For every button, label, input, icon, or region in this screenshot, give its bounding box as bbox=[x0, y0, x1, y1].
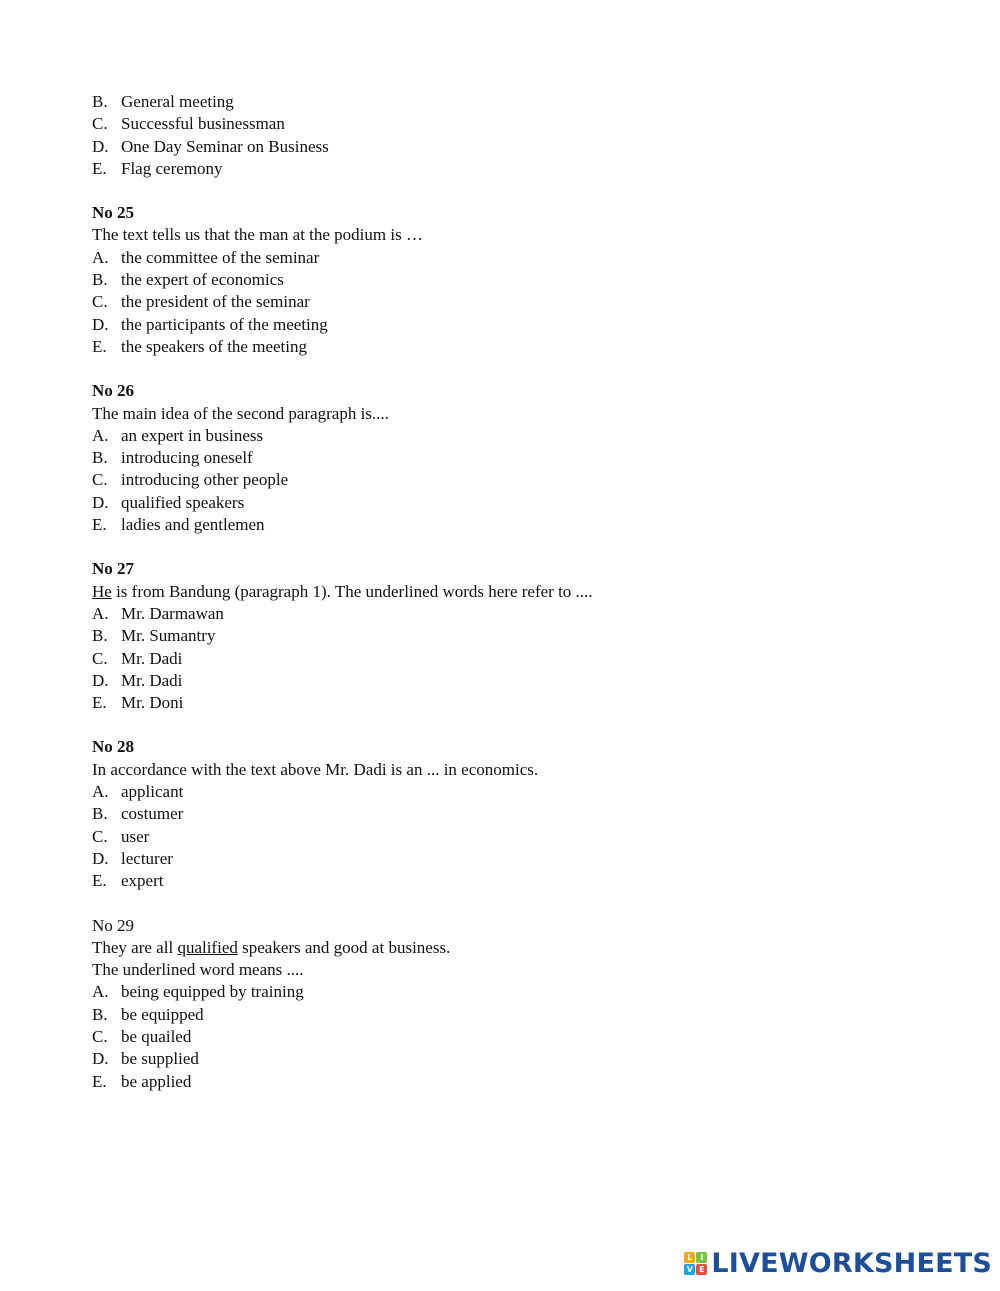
option-letter: D. bbox=[92, 492, 109, 512]
option-text: costumer bbox=[121, 804, 184, 824]
option-text: be equipped bbox=[121, 1004, 204, 1024]
liveworksheets-logo-icon bbox=[684, 1252, 707, 1275]
liveworksheets-branding bbox=[684, 1243, 992, 1283]
option-text: One Day Seminar on Business bbox=[121, 136, 329, 156]
option-letter: E. bbox=[92, 158, 107, 178]
option-item[interactable] bbox=[92, 158, 912, 180]
option-item[interactable] bbox=[92, 447, 912, 469]
question-title: No 25 bbox=[92, 203, 135, 223]
option-letter: D. bbox=[92, 848, 109, 868]
option-letter: A. bbox=[92, 603, 109, 623]
option-item[interactable] bbox=[92, 314, 912, 336]
option-item[interactable] bbox=[92, 781, 912, 803]
option-letter: E. bbox=[92, 515, 107, 535]
option-item[interactable] bbox=[92, 870, 912, 892]
option-item[interactable] bbox=[92, 1071, 912, 1093]
option-letter: C. bbox=[92, 648, 108, 668]
option-text: General meeting bbox=[121, 92, 234, 111]
question-prompt: The text tells us that the man at the podium is … bbox=[92, 225, 423, 245]
option-letter: B. bbox=[92, 1004, 108, 1024]
option-text: the expert of economics bbox=[121, 270, 284, 290]
option-letter: A. bbox=[92, 425, 109, 445]
question-title: No 27 bbox=[92, 559, 135, 579]
question-25 bbox=[92, 202, 912, 358]
option-text: applicant bbox=[121, 782, 184, 802]
option-letter: E. bbox=[92, 871, 107, 891]
option-text: be supplied bbox=[121, 1049, 199, 1069]
option-text: Successful businessman bbox=[121, 114, 285, 134]
option-item[interactable] bbox=[92, 1026, 912, 1048]
option-letter: A. bbox=[92, 247, 109, 267]
option-letter: D. bbox=[92, 136, 109, 156]
question-27 bbox=[92, 558, 912, 714]
option-letter: D. bbox=[92, 670, 109, 690]
option-text: introducing other people bbox=[121, 470, 289, 490]
question-title: No 26 bbox=[92, 381, 135, 401]
option-text: be quailed bbox=[121, 1026, 192, 1046]
option-item[interactable] bbox=[92, 113, 912, 135]
prompt-text: is from Bandung (paragraph 1). The underlined words here refer to .... bbox=[111, 581, 593, 601]
question-prompt bbox=[92, 581, 912, 603]
option-item[interactable] bbox=[92, 469, 912, 491]
option-text: an expert in business bbox=[121, 425, 264, 445]
option-text: Mr. Doni bbox=[121, 693, 184, 713]
brand-name: LIVEWORKSHEETS bbox=[711, 1247, 992, 1279]
option-item[interactable] bbox=[92, 336, 912, 358]
option-letter: B. bbox=[92, 448, 108, 468]
option-letter: C. bbox=[92, 292, 108, 312]
option-text: being equipped by training bbox=[121, 982, 304, 1002]
option-item[interactable] bbox=[92, 692, 912, 714]
option-text: the participants of the meeting bbox=[121, 314, 328, 334]
option-item[interactable] bbox=[92, 291, 912, 313]
option-letter: A. bbox=[92, 982, 109, 1002]
option-item[interactable] bbox=[92, 91, 912, 113]
option-item[interactable] bbox=[92, 492, 912, 514]
option-item[interactable] bbox=[92, 826, 912, 848]
option-letter: E. bbox=[92, 1071, 107, 1091]
logo-tile: V bbox=[684, 1264, 695, 1275]
option-text: Mr. Darmawan bbox=[121, 603, 224, 623]
option-text: Mr. Dadi bbox=[121, 670, 183, 690]
option-item[interactable] bbox=[92, 803, 912, 825]
question-prompt-line-2: The underlined word means .... bbox=[92, 960, 304, 980]
option-item[interactable] bbox=[92, 269, 912, 291]
underlined-word: qualified bbox=[177, 937, 238, 957]
option-letter: C. bbox=[92, 1026, 108, 1046]
option-letter: B. bbox=[92, 92, 108, 111]
option-item[interactable] bbox=[92, 648, 912, 670]
option-text: the president of the seminar bbox=[121, 292, 310, 312]
carryover-question bbox=[92, 91, 912, 180]
option-text: user bbox=[121, 826, 150, 846]
option-item[interactable] bbox=[92, 247, 912, 269]
option-item[interactable] bbox=[92, 514, 912, 536]
option-item[interactable] bbox=[92, 603, 912, 625]
logo-tile: E bbox=[696, 1264, 707, 1275]
option-item[interactable] bbox=[92, 848, 912, 870]
option-text: the committee of the seminar bbox=[121, 247, 320, 267]
prompt-text: They are all bbox=[92, 937, 178, 957]
option-text: qualified speakers bbox=[121, 492, 245, 512]
option-text: introducing oneself bbox=[121, 448, 253, 468]
option-text: ladies and gentlemen bbox=[121, 515, 265, 535]
option-letter: B. bbox=[92, 804, 108, 824]
option-text: expert bbox=[121, 871, 164, 891]
question-prompt: The main idea of the second paragraph is.... bbox=[92, 403, 389, 423]
option-letter: C. bbox=[92, 470, 108, 490]
option-letter: C. bbox=[92, 114, 108, 134]
option-text: the speakers of the meeting bbox=[121, 336, 307, 356]
option-letter: D. bbox=[92, 314, 109, 334]
question-prompt: In accordance with the text above Mr. Dadi is an ... in economics. bbox=[92, 759, 539, 779]
option-letter: B. bbox=[92, 270, 108, 290]
question-29 bbox=[92, 915, 912, 1093]
option-text: Mr. Dadi bbox=[121, 648, 183, 668]
worksheet-page bbox=[92, 91, 912, 1115]
option-letter: E. bbox=[92, 336, 107, 356]
question-title: No 28 bbox=[92, 737, 135, 757]
logo-tile: L bbox=[684, 1252, 695, 1263]
option-letter: E. bbox=[92, 693, 107, 713]
option-item[interactable] bbox=[92, 136, 912, 158]
question-28 bbox=[92, 736, 912, 892]
option-item[interactable] bbox=[92, 1048, 912, 1070]
option-item[interactable] bbox=[92, 625, 912, 647]
option-letter: A. bbox=[92, 782, 109, 802]
question-title: No 29 bbox=[92, 915, 135, 935]
question-prompt bbox=[92, 937, 912, 959]
option-text: be applied bbox=[121, 1071, 192, 1091]
option-item[interactable] bbox=[92, 670, 912, 692]
option-text: lecturer bbox=[121, 848, 173, 868]
option-text: Mr. Sumantry bbox=[121, 626, 216, 646]
logo-tile: I bbox=[696, 1252, 707, 1263]
option-item[interactable] bbox=[92, 981, 912, 1003]
underlined-word: He bbox=[92, 581, 112, 601]
question-26 bbox=[92, 380, 912, 536]
option-letter: C. bbox=[92, 826, 108, 846]
option-letter: D. bbox=[92, 1049, 109, 1069]
option-item[interactable] bbox=[92, 425, 912, 447]
option-letter: B. bbox=[92, 626, 108, 646]
option-item[interactable] bbox=[92, 1004, 912, 1026]
option-text: Flag ceremony bbox=[121, 158, 223, 178]
prompt-text: speakers and good at business. bbox=[237, 937, 451, 957]
